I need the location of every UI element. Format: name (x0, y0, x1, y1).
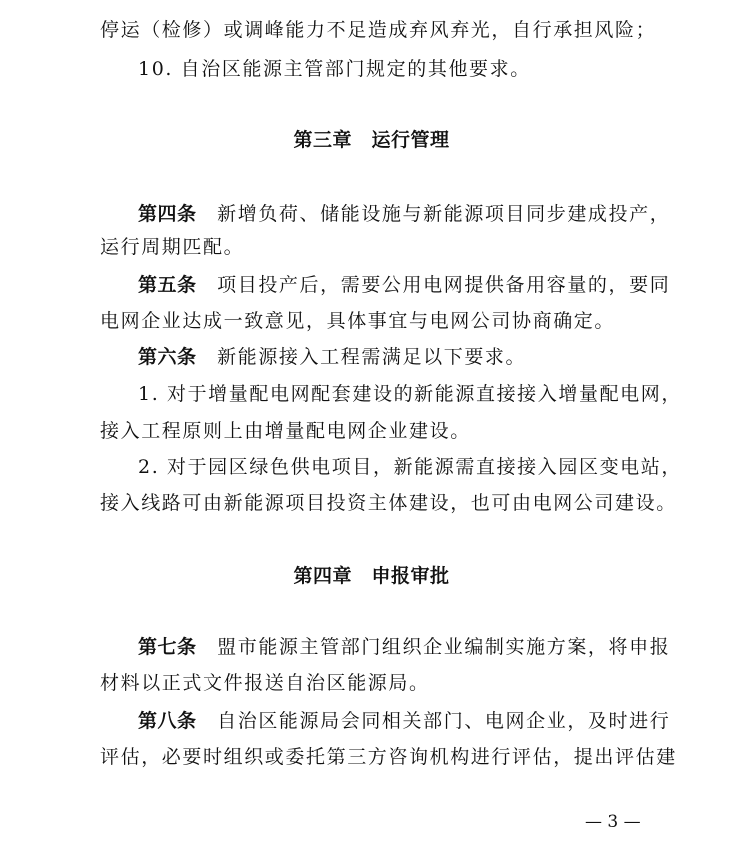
article-7-line-2: 材料以正式文件报送自治区能源局。 (100, 672, 430, 694)
article-7-line-1 (138, 634, 698, 660)
text-line: 停运（检修）或调峰能力不足造成弃风弃光，自行承担风险； (100, 19, 657, 41)
article-4-line-2: 运行周期匹配。 (100, 236, 245, 258)
article-6-item-2-line-2: 接入线路可由新能源项目投资主体建设，也可由电网公司建设。 (100, 492, 677, 514)
article-4-text: 新增负荷、储能设施与新能源项目同步建成投产， (196, 203, 671, 225)
article-5-text: 项目投产后，需要公用电网提供备用容量的，要同 (196, 274, 671, 296)
article-6-item-1-line-2: 接入工程原则上由增量配电网企业建设。 (100, 420, 471, 442)
article-7-text: 盟市能源主管部门组织企业编制实施方案，将申报 (196, 636, 671, 658)
article-6-item-1-line-1: 1. 对于增量配电网配套建设的新能源直接接入增量配电网， (138, 383, 682, 405)
article-5-line-2: 电网企业达成一致意见，具体事宜与电网公司协商确定。 (100, 310, 616, 332)
article-6-line-1 (138, 344, 698, 370)
article-8-line-2: 评估，必要时组织或委托第三方咨询机构进行评估，提出评估建 (100, 746, 677, 768)
article-5-label: 第五条 (138, 274, 197, 296)
article-6-item-2-line-1: 2. 对于园区绿色供电项目，新能源需直接接入园区变电站， (138, 456, 682, 478)
chapter-3-heading: 第三章 运行管理 (293, 129, 450, 151)
article-8-text: 自治区能源局会同相关部门、电网企业，及时进行 (196, 710, 671, 732)
article-5-line-1 (138, 272, 698, 298)
article-8-label: 第八条 (138, 710, 197, 732)
article-6-label: 第六条 (138, 346, 197, 368)
chapter-4-heading: 第四章 申报审批 (293, 565, 450, 587)
page-number: — 3 — (585, 812, 641, 832)
article-8-line-1 (138, 708, 698, 734)
list-item-10: 10. 自治区能源主管部门规定的其他要求。 (138, 58, 531, 80)
article-7-label: 第七条 (138, 636, 197, 658)
article-4-line-1 (138, 201, 698, 227)
article-6-text: 新能源接入工程需满足以下要求。 (196, 346, 527, 368)
article-4-label: 第四条 (138, 203, 197, 225)
